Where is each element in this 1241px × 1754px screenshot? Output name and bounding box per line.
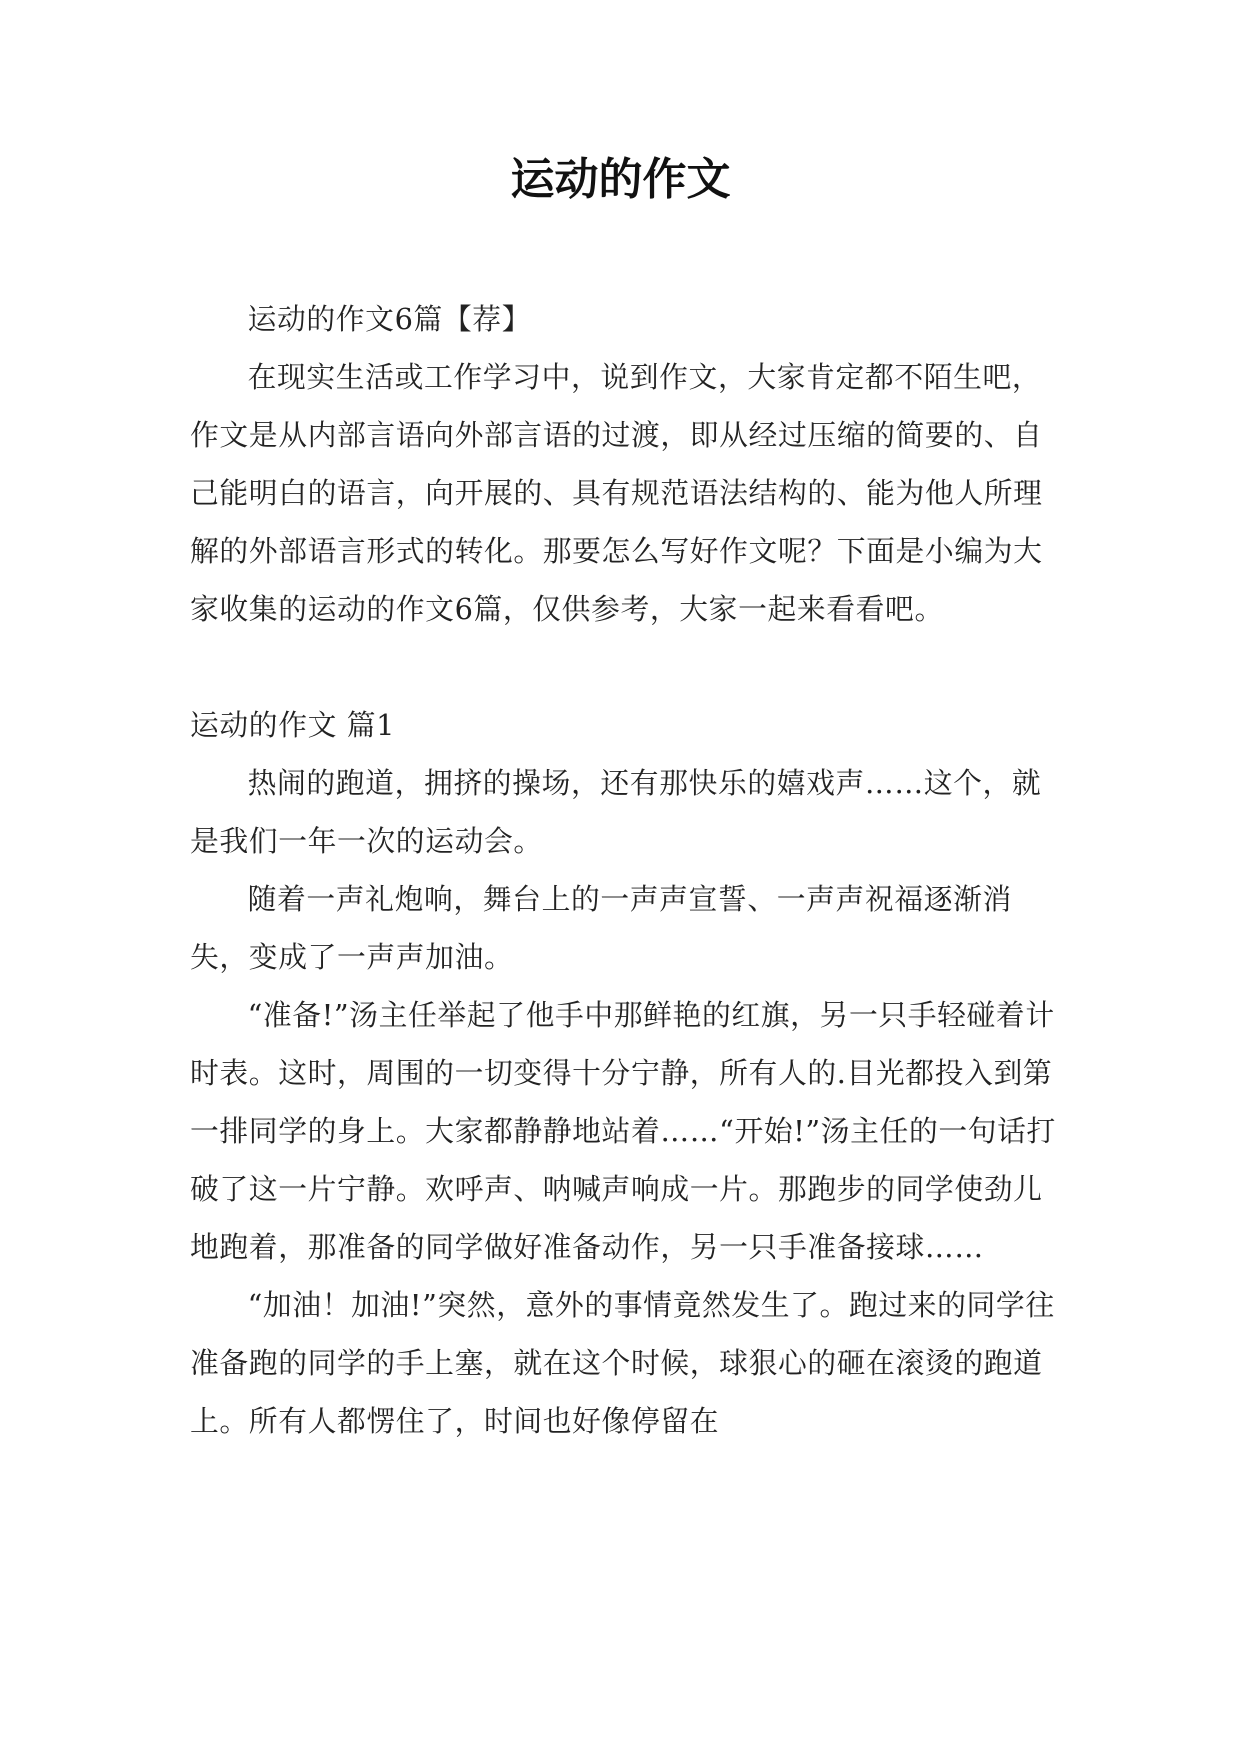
body-paragraph: “准备!”汤主任举起了他手中那鲜艳的红旗，另一只手轻碰着计时表。这时，周围的一切变得十分宁静，所有人的.目光都投入到第一排同学的身上。大家都静静地站着……“开始!”汤主任的一句话打破了这一片宁静。欢呼声、呐喊声响成一片。那跑步的同学使劲儿地跑着，那准备的同学做好准备动作，另一只手准备接球…… (190, 998, 1056, 1264)
body-paragraph: 随着一声礼炮响，舞台上的一声声宣誓、一声声祝福逐渐消失，变成了一声声加油。 (190, 882, 1012, 974)
section-heading: 运动的作文 篇1 (190, 708, 396, 742)
document-subtitle: 运动的作文6篇【荐】 (247, 302, 532, 336)
document-body (190, 290, 1060, 1450)
body-paragraph: 热闹的跑道，拥挤的操场，还有那快乐的嬉戏声……这个，就是我们一年一次的运动会。 (190, 766, 1042, 858)
section-spacer (190, 638, 1060, 696)
document-title: 运动的作文 (510, 154, 731, 205)
body-paragraph: “加油！加油!”突然，意外的事情竟然发生了。跑过来的同学往准备跑的同学的手上塞，就在这个时候，球狠心的砸在滚烫的跑道上。所有人都愣住了，时间也好像停留在 (190, 1288, 1055, 1438)
intro-paragraph: 在现实生活或工作学习中，说到作文，大家肯定都不陌生吧，作文是从内部言语向外部言语的过渡，即从经过压缩的简要的、自己能明白的语言，向开展的、具有规范语法结构的、能为他人所理解的外部语言形式的转化。那要怎么写好作文呢？下面是小编为大家收集的运动的作文6篇，仅供参考，大家一起来看看吧。 (190, 360, 1043, 626)
